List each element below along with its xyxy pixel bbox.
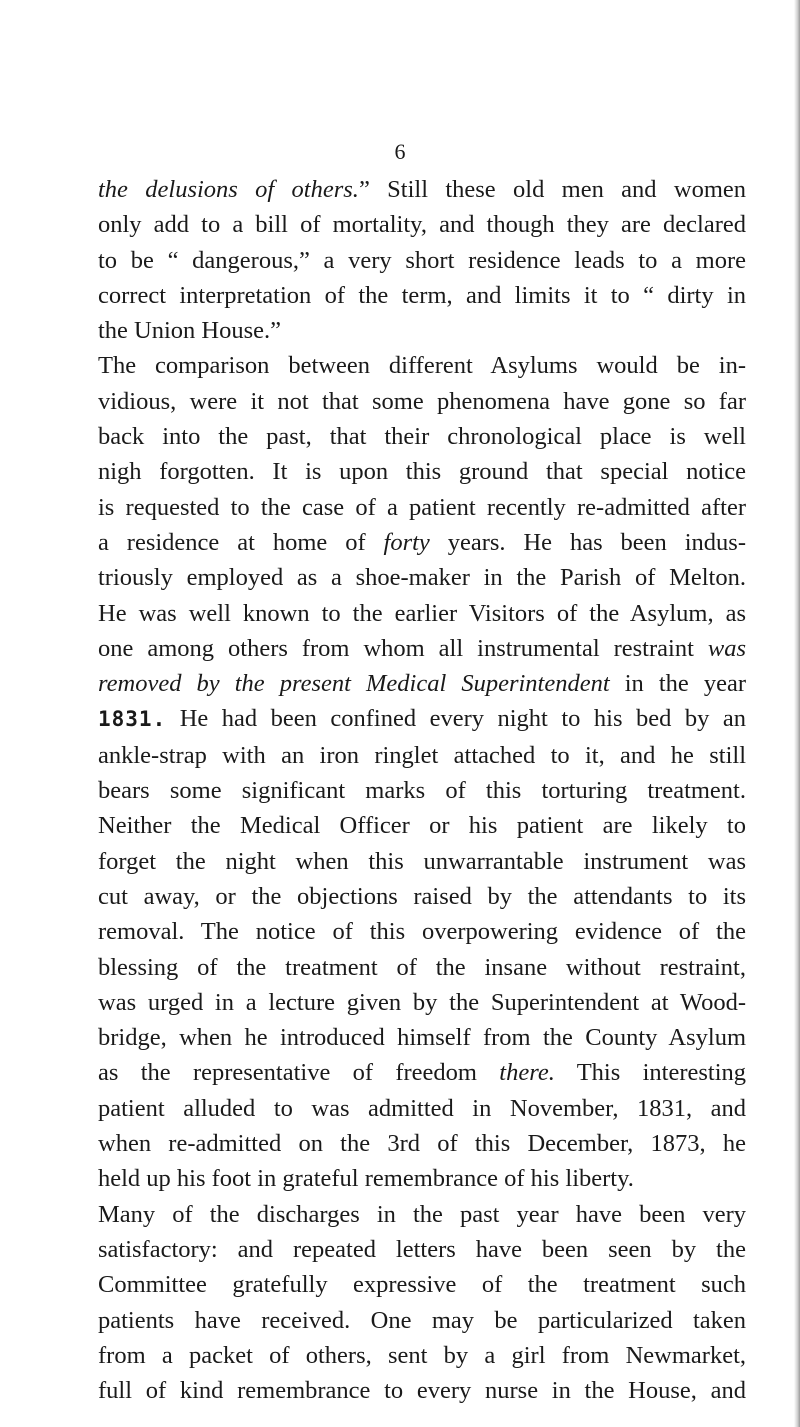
text-segment: one among others from whom all instrumental restraint <box>98 634 708 662</box>
text-segment: bears some significant marks of this torturing treatment. <box>98 777 746 805</box>
text-line <box>98 1126 746 1161</box>
text-line <box>98 808 746 843</box>
text-line <box>98 1091 746 1126</box>
text-line <box>98 914 746 949</box>
italic-text: removed by the present Medical Superintendent <box>98 670 610 698</box>
text-line <box>98 1338 746 1373</box>
text-line <box>98 1232 746 1267</box>
text-segment: as the representative of freedom <box>98 1059 500 1087</box>
text-line <box>98 1161 746 1196</box>
text-segment: years. He has been indus- <box>429 528 746 556</box>
page-number: 6 <box>394 139 406 164</box>
text-line <box>98 172 746 207</box>
text-line <box>98 560 746 595</box>
text-segment: patients have received. One may be particularized taken <box>98 1306 746 1334</box>
text-line <box>98 1373 746 1408</box>
text-line <box>98 1197 746 1232</box>
text-line <box>98 525 746 560</box>
text-line <box>98 1020 746 1055</box>
text-segment: only add to a bill of mortality, and though they are declared <box>98 211 746 239</box>
paragraph <box>98 348 746 1196</box>
text-segment: blessing of the treatment of the insane without restraint, <box>98 953 746 981</box>
text-segment: full of kind remembrance to every nurse in the House, and <box>98 1377 746 1405</box>
text-line <box>98 454 746 489</box>
text-segment: patient alluded to was admitted in November, 1831, and <box>98 1094 746 1122</box>
text-segment: back into the past, that their chronological place is well <box>98 423 746 451</box>
italic-text: forty <box>383 528 430 556</box>
body-text <box>98 172 746 1408</box>
text-segment: in the year <box>609 670 747 698</box>
page-edge-shadow <box>794 0 800 1427</box>
text-line <box>98 348 746 383</box>
text-segment: correct interpretation of the term, and limits it to “ dirty in <box>98 281 746 309</box>
text-line <box>98 207 746 242</box>
text-segment: to be “ dangerous,” a very short residence leads to a more <box>98 246 746 274</box>
text-line <box>98 631 746 666</box>
text-line <box>98 773 746 808</box>
text-segment: is requested to the case of a patient recently re-admitted after <box>98 493 746 521</box>
paragraph <box>98 172 746 348</box>
text-segment: satisfactory: and repeated letters have been seen by the <box>98 1235 746 1263</box>
text-segment: He was well known to the earlier Visitors of the Asylum, as <box>98 599 746 627</box>
text-line <box>98 596 746 631</box>
text-segment: held up his foot in grateful remembrance of his liberty. <box>98 1165 634 1193</box>
text-line <box>98 1267 746 1302</box>
text-line <box>98 701 746 737</box>
text-segment: forget the night when this unwarrantable instrument was <box>98 847 746 875</box>
text-line <box>98 844 746 879</box>
text-line <box>98 879 746 914</box>
text-line <box>98 1303 746 1338</box>
text-line <box>98 384 746 419</box>
text-segment: cut away, or the objections raised by the attendants to its <box>98 882 746 910</box>
text-segment: removal. The notice of this overpowering evidence of the <box>98 918 746 946</box>
text-segment: bridge, when he introduced himself from the County Asylum <box>98 1024 746 1052</box>
text-segment: when re-admitted on the 3rd of this December, 1873, he <box>98 1130 746 1158</box>
italic-text: the delusions of others. <box>98 176 359 203</box>
paragraph <box>98 1197 746 1409</box>
text-line <box>98 313 746 348</box>
text-segment: He had been confined every night to his bed by an <box>166 705 746 733</box>
text-segment: ankle-strap with an iron ringlet attached to it, and he still <box>98 741 746 769</box>
text-segment: Many of the discharges in the past year have been very <box>98 1200 746 1228</box>
text-segment: vidious, were it not that some phenomena have gone so far <box>98 387 746 415</box>
text-segment: Committee gratefully expressive of the treatment such <box>98 1271 746 1299</box>
text-line <box>98 419 746 454</box>
text-segment: This interesting <box>554 1059 747 1087</box>
text-line <box>98 278 746 313</box>
text-segment: was urged in a lecture given by the Superintendent at Wood- <box>98 988 746 1016</box>
text-segment: The comparison between different Asylums would be in- <box>98 352 746 380</box>
text-line <box>98 243 746 278</box>
text-line <box>98 950 746 985</box>
year-text: 1831. <box>98 707 167 732</box>
text-segment: the Union House.” <box>98 317 282 345</box>
text-segment: from a packet of others, sent by a girl from Newmarket, <box>98 1341 746 1369</box>
text-segment: nigh forgotten. It is upon this ground that special notice <box>98 458 746 486</box>
text-segment: ” Still these old men and women <box>358 176 747 203</box>
text-line <box>98 490 746 525</box>
text-segment: a residence at home of <box>98 528 384 556</box>
text-segment: Neither the Medical Officer or his patient are likely to <box>98 812 746 840</box>
text-line <box>98 666 746 701</box>
text-segment: triously employed as a shoe-maker in the Parish of Melton. <box>98 564 746 592</box>
italic-text: there. <box>499 1059 555 1087</box>
text-line <box>98 738 746 773</box>
text-line <box>98 985 746 1020</box>
italic-text: was <box>707 634 746 662</box>
text-line <box>98 1055 746 1090</box>
